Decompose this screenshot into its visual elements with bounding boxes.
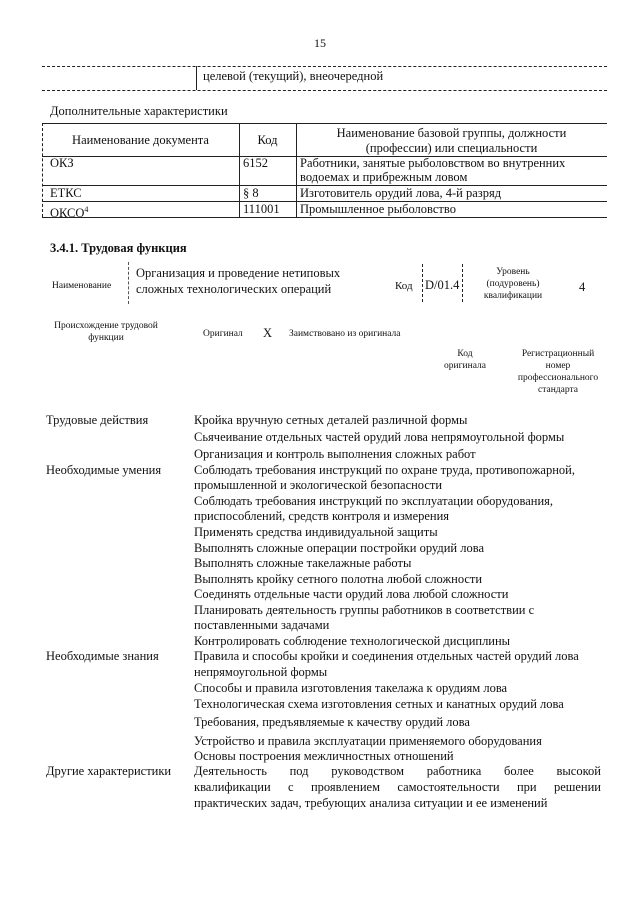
skill-item-line: Выполнять кройку сетного полотна любой сложности [194,572,483,586]
origin-label [48,320,164,344]
top-row-border-top [42,66,607,67]
labor-actions-label: Трудовые действия [46,413,149,427]
knowledge-item-line: Правила и способы кройки и соединения отдельных частей орудий лова [194,649,579,663]
knowledge-item-line: Технологическая схема изготовления сетных и канатных орудий лова [194,697,564,711]
original-code-label [435,348,495,372]
skill-item-line: Соединять отдельные части орудий лова любой сложности [194,587,509,601]
footnote-marker: 4 [84,205,89,214]
doc-table-row-name: Изготовитель орудий лова, 4-й разряд [300,186,502,200]
qualification-level-label [468,266,558,302]
skill-item-line: Соблюдать требования инструкций по охране труда, противопожарной, [194,463,575,477]
doc-table-row-name: Работники, занятые рыболовством во внутренних [300,156,566,170]
registration-number-label [506,348,610,396]
doc-table-row-name: Промышленное рыболовство [300,202,456,216]
registration-number-label-line-3: профессионального [517,373,599,383]
function-name-label: Наименование [52,281,112,291]
page-number: 15 [314,36,326,50]
registration-number-label-line-4: стандарта [538,385,578,395]
skill-item-line: Соблюдать требования инструкций по эксплуатации оборудования, [194,494,554,508]
function-code-box-left [422,264,423,302]
doc-table-row-name: водоемах и прибрежным ловом [300,170,468,184]
skill-item-line: приспособлений, средств контроля и измерения [194,509,450,523]
top-row-divider [196,66,197,90]
labor-action-item: Кройка вручную сетных деталей различной формы [194,413,468,427]
doc-table-border-top [42,123,607,124]
doc-table-row-doc-text: ОКСО [50,206,85,221]
doc-table-header-base-group-2: (профессии) или специальности [365,141,538,155]
origin-label-line-1: Происхождение трудовой [54,321,158,331]
doc-table-row-code: 111001 [243,202,280,216]
registration-number-label-line-2: номер [545,361,571,371]
doc-table-header-base-group-1: Наименование базовой группы, должности [336,126,567,140]
labor-action-item: Сьячеивание отдельных частей орудий лова непрямоугольной формы [194,430,565,444]
skill-item-line: поставленными задачами [194,618,330,632]
other-characteristics-line [194,764,601,779]
function-code-box-right [462,264,463,302]
other-characteristics-line [194,780,601,795]
skill-item-line: Контролировать соблюдение технологической дисциплины [194,634,511,648]
doc-table-row-doc [50,202,88,221]
qualification-level-label-line-1: Уровень [496,267,530,277]
doc-table-row-doc: ЕТКС [50,186,82,200]
other-characteristics-line-text: квалификации с проявлением самостоятельности при решении [194,780,601,794]
function-name-line-2: сложных технологических операций [136,282,332,296]
knowledge-item-line: непрямоугольной формы [194,665,328,679]
doc-table-row-code: § 8 [243,186,259,200]
doc-table-header-code: Код [257,133,278,147]
skill-item-line: Планировать деятельность группы работников в соответствии с [194,603,535,617]
function-name-line-1: Организация и проведение нетиповых [136,266,341,280]
skills-label: Необходимые умения [46,463,162,477]
original-mark: X [263,326,273,340]
skill-item-line: Выполнять сложные такелажные работы [194,556,412,570]
original-label: Оригинал [203,329,243,339]
qualification-level-label-line-2: (подуровень) [486,279,540,289]
top-row-text: целевой (текущий), внеочередной [203,69,384,83]
additional-heading: Дополнительные характеристики [50,104,228,118]
original-code-label-line-2: оригинала [444,361,486,371]
other-characteristics-label: Другие характеристики [46,764,172,778]
original-code-label-line-1: Код [457,349,473,359]
other-characteristics-line-text: Деятельность под руководством работника более высокой [194,764,601,778]
function-code-label: Код [395,280,413,292]
registration-number-label-line-1: Регистрационный [521,349,595,359]
skill-item-line: Выполнять сложные операции постройки орудий лова [194,541,485,555]
knowledge-item-line: Основы построения межличностных отношений [194,749,454,763]
knowledge-item-line: Способы и правила изготовления такелажа к орудиям лова [194,681,508,695]
qualification-level-value: 4 [579,280,586,294]
knowledge-label: Необходимые знания [46,649,159,663]
qualification-level-label-line-3: квалификации [483,291,543,301]
top-row-border-bottom [42,90,607,91]
doc-table-row-doc: ОКЗ [50,156,74,170]
doc-table-border-bottom [42,217,607,218]
skill-item-line: промышленной и экологической безопасности [194,478,443,492]
knowledge-item-line: Устройство и правила эксплуатации применяемого оборудования [194,734,542,748]
origin-label-line-2: функции [88,333,124,343]
doc-table-row-code: 6152 [243,156,268,170]
other-characteristics-line: практических задач, требующих анализа ситуации и ее изменений [194,796,548,810]
knowledge-item-line: Требования, предъявляемые к качеству орудий лова [194,715,470,729]
function-code-value: D/01.4 [425,278,460,292]
skill-item-line: Применять средства индивидуальной защиты [194,525,438,539]
labor-action-item: Организация и контроль выполнения сложных работ [194,447,476,461]
borrowed-label: Заимствовано из оригинала [289,329,401,339]
section-title: 3.4.1. Трудовая функция [50,241,187,255]
doc-table-header-doc-name: Наименование документа [72,133,209,147]
